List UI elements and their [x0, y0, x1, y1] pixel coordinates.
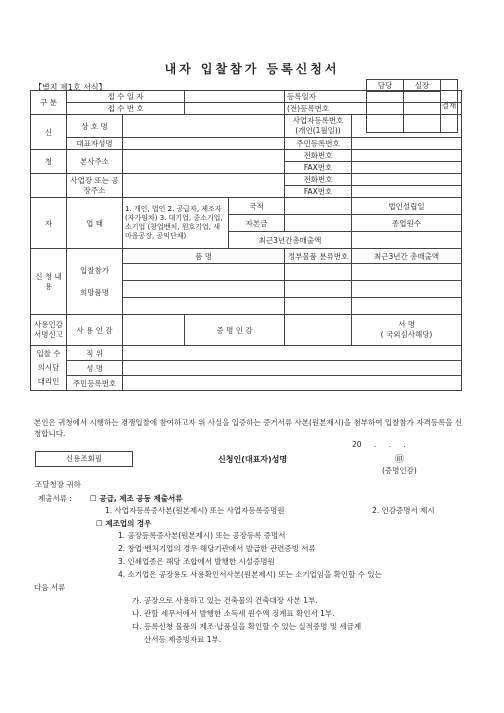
bid-item-field-3[interactable] [123, 298, 285, 315]
fax1-label: FAX번호 [285, 162, 352, 174]
plant-addr-field[interactable] [123, 174, 285, 198]
rep-name-label: 대표자성명 [67, 138, 123, 150]
manuf-doc-3: 3. 인쇄업종은 해당 조합에서 발행한 시설증명원 [118, 557, 275, 566]
used-seal-field[interactable] [123, 315, 185, 346]
business-type-label: 업 태 [67, 198, 123, 249]
item-col-header: 품 명 [123, 249, 285, 264]
manuf-doc-4-da-cont: 산서등 제증빙자료 1부. [144, 635, 222, 644]
approval-side-label: 결재 [441, 80, 458, 133]
agent-position-field[interactable] [123, 346, 462, 361]
recent-sales-field[interactable] [352, 232, 462, 249]
agent-label: 입찰 수의시담 대리인 [31, 346, 67, 391]
manuf-doc-4: 4. 소기업은 공장용도 사용확인서사본(원본제시) 또는 소기업임을 확인할 수 있는 [118, 570, 382, 579]
bid-class-field-3[interactable] [285, 298, 352, 315]
gubun-label: 구 분 [31, 91, 67, 115]
class-col-header: 정부물품 분류번호 [285, 249, 352, 264]
bid-item-field-2[interactable] [123, 281, 285, 298]
desired-text: 희망품명 [80, 287, 109, 297]
page-title: 내자 입찰참가 등록신청서 [164, 62, 340, 76]
capital-field[interactable] [285, 215, 352, 232]
credit-check-box: 신용조회필 [35, 451, 133, 467]
manuf-doc-4-cont: 다음 서류 [34, 583, 66, 592]
agent-resident-field[interactable] [123, 376, 462, 391]
application-date: 20 . . . [352, 440, 406, 449]
manuf-docs-heading: ☐ 제조업의 경우 [96, 519, 152, 528]
business-type-options: 1. 개인, 법인 2. 공급자, 제조자(자가임차) 3. 대기업, 중소기업, 소기업 (창업벤처, 원호기업, 새마을공장, 공익단체) [123, 198, 229, 249]
reg-date-label: 등록일자 [285, 91, 462, 103]
receipt-no-field[interactable] [185, 103, 285, 115]
signature-cell[interactable] [352, 315, 462, 346]
common-doc-1: 1. 사업자등록증사본(원본제시) 또는 사업자등록증명원 [105, 506, 285, 515]
head-addr-label: 본사주소 [67, 150, 123, 174]
resident-no-field[interactable] [352, 138, 462, 150]
fax2-label: FAX번호 [285, 186, 352, 198]
cert-seal-field[interactable] [285, 315, 352, 346]
tel2-label: 전화번호 [285, 174, 352, 186]
sales-col-header: 최근3년간 총매출액 [352, 249, 462, 264]
cert-seal-label: 증 명 인 감 [185, 315, 285, 346]
recent-sales-label: 최근3년간총매출액 [229, 232, 352, 249]
agent-position-label: 직 위 [67, 346, 123, 361]
rep-name-field[interactable] [123, 138, 285, 150]
plant-addr-label: 사업장 또는 공장주소 [67, 174, 123, 198]
tel1-field[interactable] [352, 150, 462, 162]
seal-declaration-label: 사용인감 서명신고 [31, 315, 67, 346]
common-doc-2: 2. 인감증명서 제시 [372, 506, 435, 515]
manuf-doc-4-ga: 가. 공장으로 사용하고 있는 건축물의 건축대장 사본 1부. [132, 596, 318, 605]
company-field[interactable] [123, 115, 285, 138]
bid-participation-label [67, 249, 123, 315]
agent-resident-label: 주민등록번호 [67, 376, 123, 391]
seal-mark: ㊞ [395, 455, 405, 465]
cheong-label: 청 [31, 150, 67, 174]
biz-no-field[interactable] [352, 115, 462, 138]
est-date-label: 법인설립일 [352, 198, 462, 215]
addressee: 조달청장 귀하 [35, 480, 81, 489]
application-table [30, 90, 462, 391]
resident-no-label: 주민등록번호 [285, 138, 352, 150]
bid-sales-field-1[interactable] [352, 264, 462, 281]
bid-content-label: 신 청 내 용 [31, 249, 67, 315]
bid-sales-field-3[interactable] [352, 298, 462, 315]
receipt-date-label: 접 수 일 자 [67, 91, 185, 103]
tel1-label: 전화번호 [285, 150, 352, 162]
reg-no-label: (전)등록번호 [285, 103, 462, 115]
manuf-doc-1: 1. 공장등록증사본(원본제시) 또는 공장등록 증명서 [118, 531, 286, 540]
company-label: 상 호 명 [67, 115, 123, 138]
common-docs-heading: ☐ 공급, 제조 공동 제출서류 [90, 494, 183, 503]
agent-name-field[interactable] [123, 361, 462, 376]
nationality-field[interactable] [285, 198, 352, 215]
fax2-field[interactable] [352, 186, 462, 198]
head-addr-field[interactable] [123, 150, 285, 174]
agent-name-label: 성 명 [67, 361, 123, 376]
participation-text: 입찰참가 [80, 265, 109, 275]
approval-label-director: 실장 [404, 80, 441, 92]
fax1-field[interactable] [352, 162, 462, 174]
manuf-doc-4-na: 나. 관할 세무서에서 발행한 소득세 원수액 징계표 확인서 1부. [132, 609, 335, 618]
manuf-doc-4-da: 다. 등록신청 물품의 제조·납품실을 확인할 수 있는 실적증명 및 세금계 [132, 622, 362, 631]
seal-caption: (증명인감) [382, 466, 417, 475]
receipt-no-label: 접 수 번 호 [67, 103, 185, 115]
bid-class-field-1[interactable] [285, 264, 352, 281]
capital-label: 자본금 [229, 215, 285, 232]
ja-label: 자 [31, 198, 67, 249]
shin-label: 신 [31, 115, 67, 150]
form-number-label: 【별지 제1호 서식】 [34, 83, 107, 92]
bid-class-field-2[interactable] [285, 281, 352, 298]
docs-label: 제출서류 : [38, 494, 72, 503]
applicant-name-label: 신청인(대표자)성명 [218, 455, 288, 464]
nationality-label: 국적 [229, 198, 285, 215]
signature-sublabel: ( 국외심사해당) [380, 330, 433, 339]
application-statement: 본인은 귀청에서 시행하는 경쟁입찰에 참여하고자 위 사실을 입증하는 증거서류 사본(원본제시)을 첨부하여 입찰참가 자격등록을 신청합니다. [34, 418, 463, 438]
tel2-field[interactable] [352, 174, 462, 186]
employees-label: 종업원수 [352, 215, 462, 232]
signature-label: 서 명 [398, 320, 415, 329]
receipt-date-field[interactable] [185, 91, 285, 103]
bid-item-field-1[interactable] [123, 264, 285, 281]
bid-sales-field-2[interactable] [352, 281, 462, 298]
approval-label-manager: 담당 [367, 80, 404, 92]
manuf-doc-2: 2. 창업·벤처기업의 경우 해당기관에서 발급한 관련증빙 서류 [118, 544, 316, 553]
used-seal-label: 사 용 인 감 [67, 315, 123, 346]
biz-no-label: 사업자등록번호 (개인(1월일)) [285, 115, 352, 138]
